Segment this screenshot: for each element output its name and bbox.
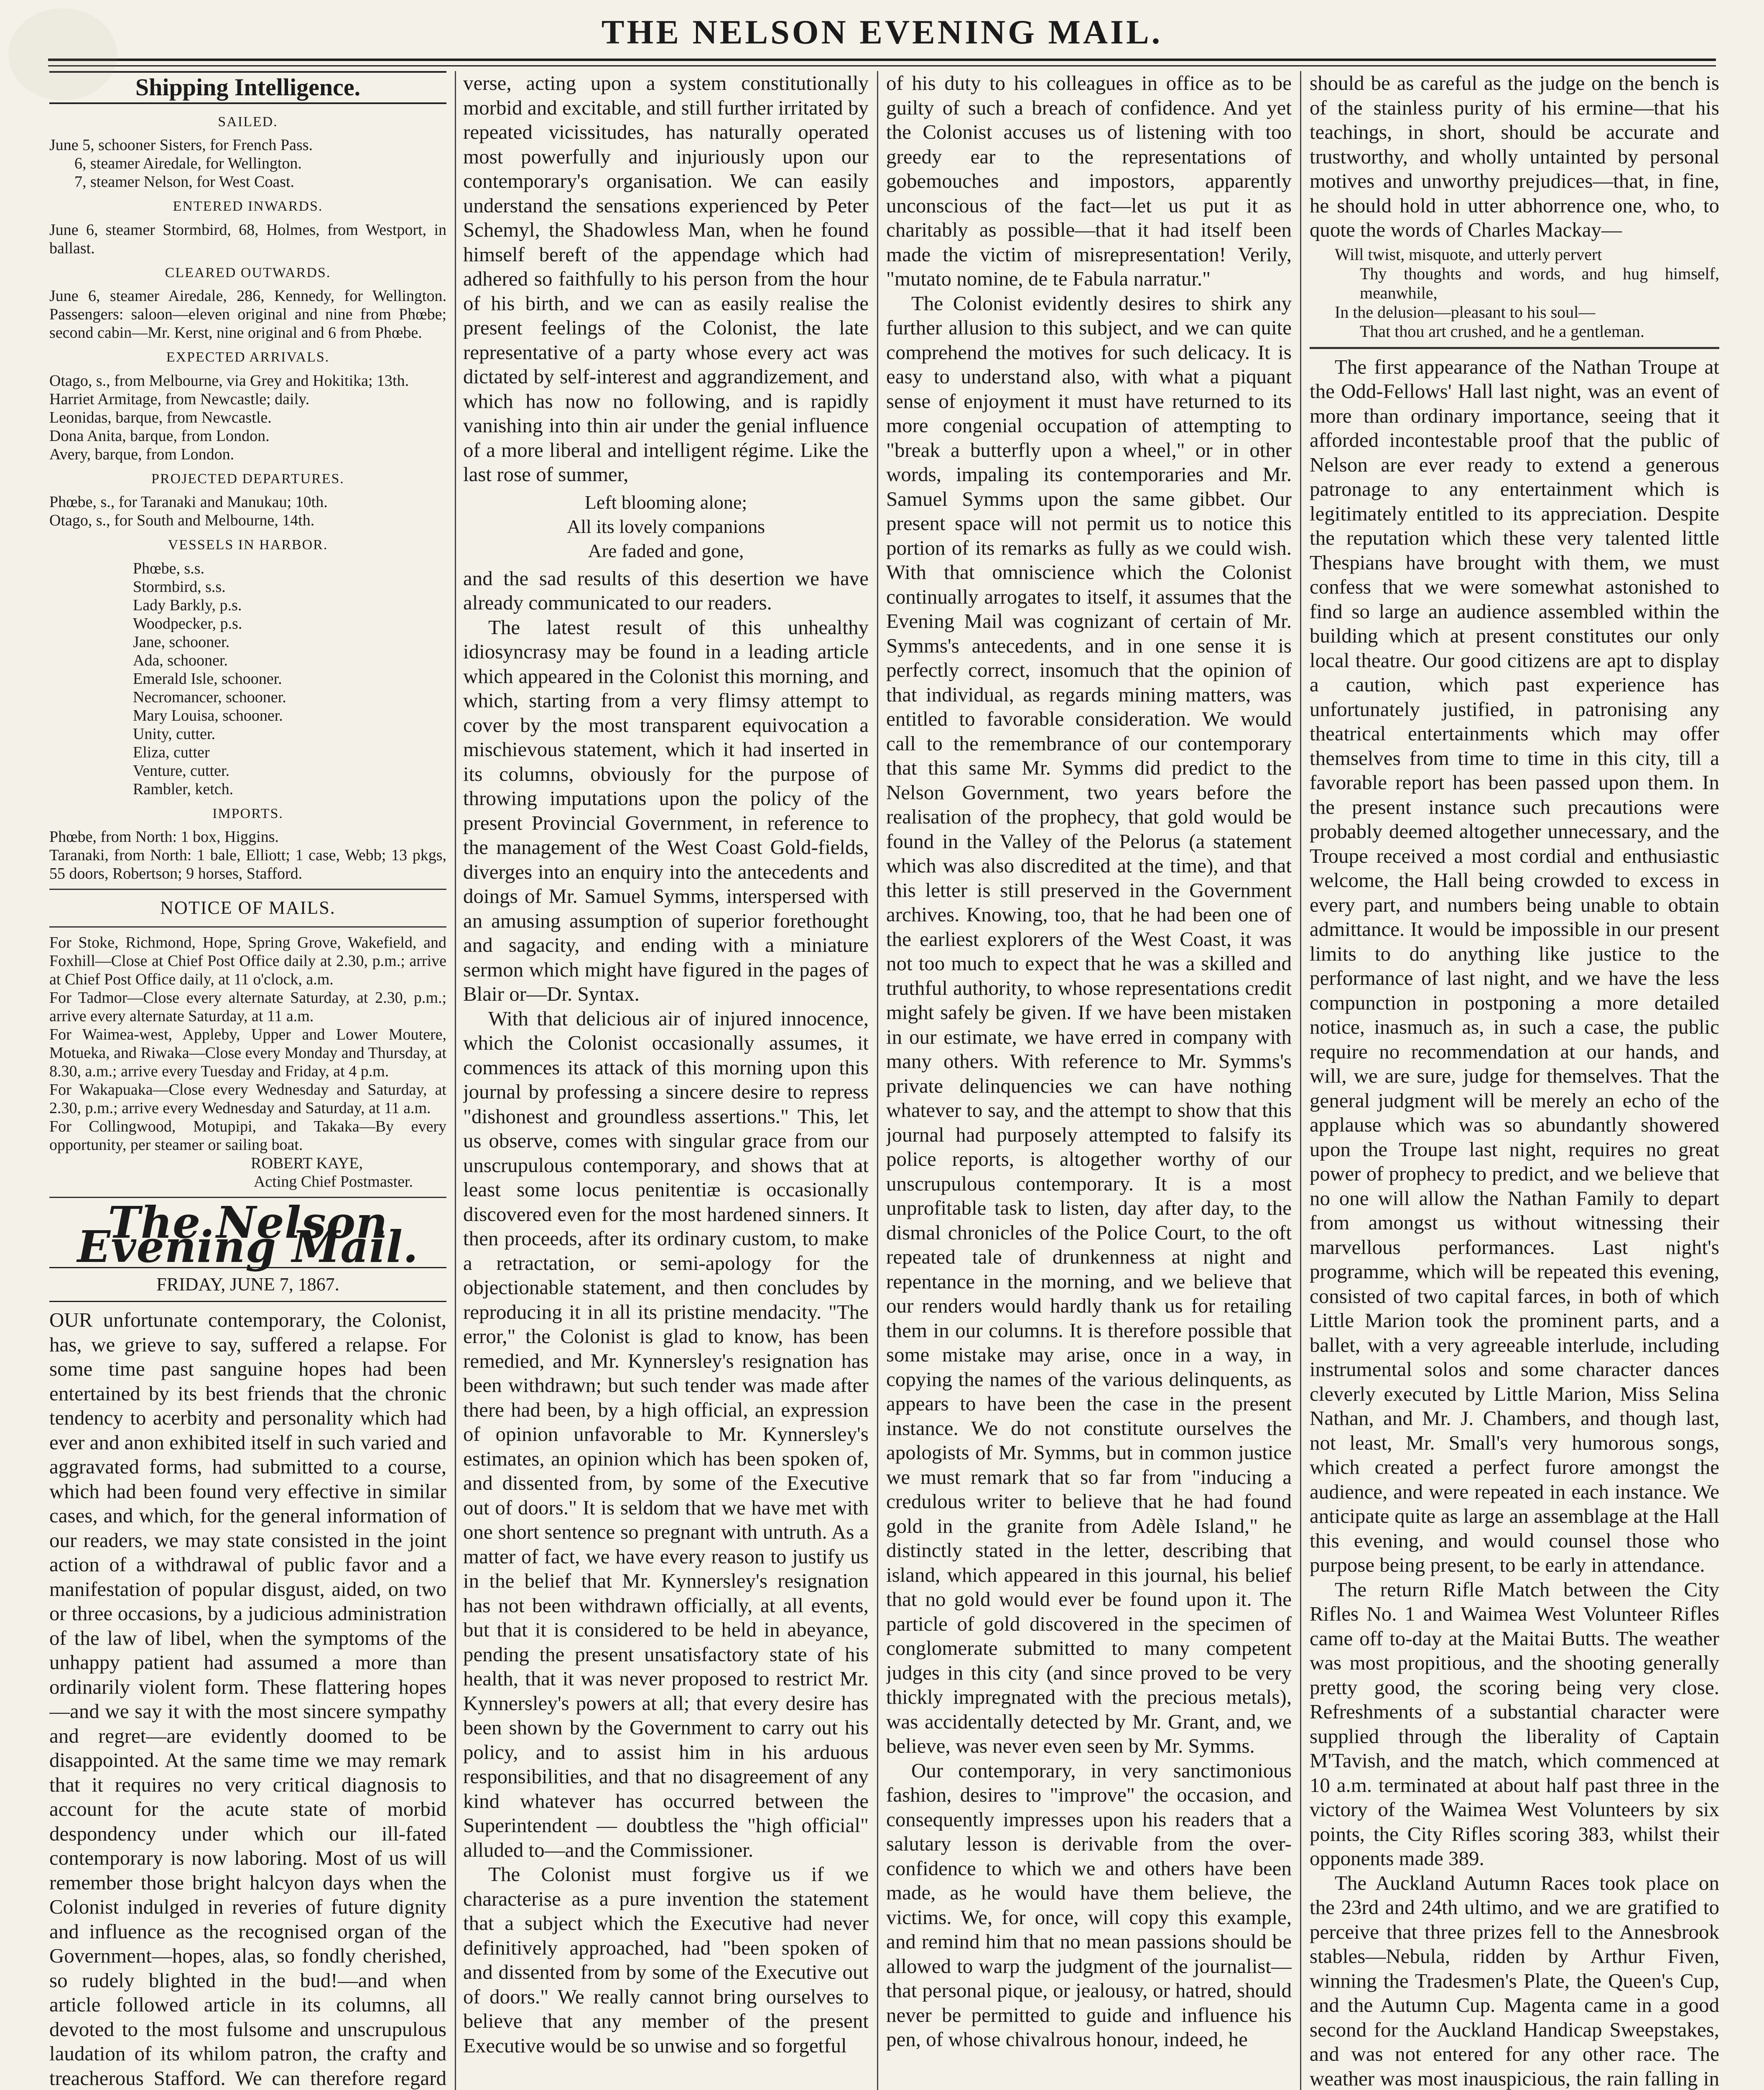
mails-list [49,933,446,1154]
article-paragraph: The first appearance of the Nathan Troupe at the Odd-Fellows' Hall last night, was an event of more than ordinary importance, seeing that it afforded incontestable proof that the public of Nelson are ever ready to extend a generous patronage to any entertainment which is legitimately entitled to its appreciation. Despite the reputation which these very talented little Thespians have brought with them, we must confess that we were somewhat astonished to find so large an audience assembled within the building which at present constitutes our only local theatre. Our good citizens are apt to display a caution, which past experience has unfortunately justified, in patronising any theatrical entertainments which may offer themselves from time to time in this city, till a favorable report has been passed upon them. In the present instance such precautions were probably deemed altogether unnecessary, and the Troupe received a most cordial and enthusiastic welcome, the Hall being crowded to excess in every part, and numbers being unable to obtain admittance. It would be impossible in our present limits to do anything like justice to the performance of last night, and we have the less compunction in postponing a more detailed notice, inasmuch as, in such a case, the public require no recommendation at our hands, and will, we are sure, judge for themselves. That the general judgment will be merely an echo of the applause which was so abundantly showered upon the Troupe last night, requires no great power of prophecy to predict, and we believe that no one will allow the Nathan Family to depart from amongst us without witnessing their marvellous performances. Last night's programme, which will be repeated this evening, consisted of two capital farces, in both of which Little Marion took the prominent parts, and a ballet, with a very agreeable interlude, including instrumental solos and some character dances cleverly executed by Little Marion, Miss Selina Nathan, and Mr. J. Chambers, and though last, not least, Mr. Small's very humorous songs, which created a perfect furore amongst the audience, and were repeated in each instance. We anticipate quite as large an assemblage at the Hall this evening, and would counsel those who purpose being present, to be early in attendance. [1310,355,1719,1576]
sailed-list [49,136,446,191]
paper-title: The Nelson Evening Mail. [77,1196,419,1272]
dateline: FRIDAY, JUNE 7, 1867. [49,1267,446,1302]
vessel-item: Emerald Isle, schooner. [133,670,282,688]
vessel-item: Necromancer, schooner. [133,688,286,706]
notice-heading: NOTICE OF MAILS. [160,897,336,918]
article-paragraph: and the sad results of this desertion we have already communicated to our readers. [463,566,869,614]
mail-item: For Stoke, Richmond, Hope, Spring Grove, Wakefield, and Foxhill—Close at Chief Post Office daily at 2.30, p.m.; arrive at Chief Post Office daily, at 11 o'clock, a.m. [49,933,446,988]
entered-item: June 6, steamer Stormbird, 68, Holmes, from Westport, in ballast. [49,221,446,257]
postmaster-name: ROBERT KAYE, [251,1154,363,1172]
article-paragraph: The Colonist evidently desires to shirk any further allusion to this subject, and we can quite comprehend the motives for such delicacy. It is easy to understand also, with what a piquant sense of enjoyment it must have returned to its more congenial occupation of attempting to "break a butterfly upon a wheel," or in other words, impaling its contemporaries and Mr. Samuel Symms upon the same gibbet. Our present space will not permit us to notice this portion of its remarks as fully as we could wish. With that omniscience which the Colonist continually arrogates to itself, it assumes that the Evening Mail was cognizant of certain of Mr. Symms's antecedents, and in one sense it is perfectly correct, insomuch that the opinion of that individual, as regards mining matters, was entitled to favorable consideration. We would call to the remembrance of our contemporary that this same Mr. Symms did predict to the Nelson Government, two years before the realisation of the prophecy, that gold would be found in the Valley of the Pelorus (a statement which was also discredited at the time), and that this letter is still preserved in the Government archives. Knowing, too, that he had been one of the earliest explorers of the West Coast, it was not too much to expect that he was a skilled and truthful authority, to whose representations credit might safely be given. If we have been mistaken in our estimate, we have erred in company with many others. With reference to Mr. Symms's private delinquencies we can have nothing whatever to say, and the attempt to show that this journal had purposely attempted to falsify its police reports, is altogether worthy of our unscrupulous contemporary. It is a most unprofitable task to listen, day after day, to the dismal chronicles of the Police Court, to the oft repeated tale of drunkenness at night and repentance in the morning, and we believe that our renders would hardly thank us for retailing them in our columns. It is therefore possible that some mistake may arise, once in a way, in copying the names of the various delinquents, as appears to have been the case in the present instance. We do not constitute ourselves the apologists of Mr. Symms, but in common justice we must remark that so far from "inducing a credulous writer to believe that he had found gold in the granite from Adèle Island," he distinctly stated in the letter, describing that island, which appeared in this journal, his belief that no gold would ever be found upon it. The particle of gold discovered in the specimen of conglomerate submitted to many competent judges in this city (and since proved to be very thickly impregnated with the precious metals), was accidentally detected by Mr. Grant, and, we believe, was never even seen by Mr. Symms. [886,291,1292,1757]
masthead: THE NELSON EVENING MAIL. [601,13,1163,51]
vessels-heading: VESSELS IN HARBOR. [168,537,328,553]
sailed-item: 6, steamer Airedale, for Wellington. [74,155,302,172]
expected-item: Dona Anita, barque, from London. [49,427,270,445]
poem-line: Left blooming alone; [584,491,747,513]
imports-item: Phœbe, from North: 1 box, Higgins. [49,828,279,846]
editorial-text: OUR unfortunate contemporary, the Colonist, has, we grieve to say, suffered a relapse. For some time past sanguine hopes had been entertained by its best friends that the chronic tendency to acerbity and personality which had ever and anon exhibited itself in such varied and aggravated forms, had submitted to a course, which had been found very effective in similar cases, and which, for the general information of our readers, we may state consisted in the joint action of a withdrawal of public favor and a manifestation of popular disgust, aided, on two or three occasions, by a judicious administration of the law of libel, when the symptoms of the unhappy patient had assumed a more than ordinarily violent form. These flattering hopes—and we say it with the most sincere sympathy and regret—are evidently doomed to be disappointed. At the same time we may remark that it requires no very critical diagnosis to account for the acute state of morbid despondency under which our ill-fated contemporary is now laboring. Most of us will remember those bright halcyon days when the Colonist indulged in reveries of future dignity and influence as the recognised organ of the Government—hopes, alas, so fondly cherished, so rudely blighted in the bud!—and when article followed article in its columns, all devoted to the most fulsome and unscrupulous laudation of its whilom patron, the crafty and treacherous Stafford. We can therefore regard [49,1308,446,2090]
column-divider [455,71,456,2090]
column-2 [463,71,869,2090]
vessel-item: Ada, schooner. [133,651,228,669]
poem-line: Are faded and gone, [588,540,744,561]
verse-quote [1335,245,1719,341]
expected-item: Avery, barque, from London. [49,445,235,463]
verse-line: In the delusion—pleasant to his soul— [1335,302,1596,321]
vessel-item: Eliza, cutter [133,743,210,761]
section-rule [49,926,446,928]
column-divider [877,71,878,2090]
vessel-item: Stormbird, s.s. [133,578,226,596]
vessel-item: Rambler, ketch. [133,780,234,798]
mail-item: For Tadmor—Close every alternate Saturday, at 2.30, p.m.; arrive every alternate Saturday, at 11 a.m. [49,989,446,1025]
vessel-item: Phœbe, s.s. [133,559,205,577]
article-paragraph: verse, acting upon a system constitutionally morbid and excitable, and still further irritated by repeated vicissitudes, has naturally operated most powerfully and injuriously upon our contemporary's organisation. We can easily understand the sensations experienced by Peter Schemyl, the Shadowless Man, when he found himself bereft of the appendage which had adhered so faithfully to his person from the hour of his birth, and we can as easily realise the present feelings of the Colonist, the late representative of a party whose every act was dictated by self-interest and aggrandizement, and which has now no following, and is rapidly vanishing into thin air under the genial influence of a more liberal and intelligent régime. Like the last rose of summer, [463,71,869,486]
expected-heading: EXPECTED ARRIVALS. [166,349,330,365]
article-paragraph: The return Rifle Match between the City Rifles No. 1 and Waimea West Volunteer Rifles came off to-day at the Maitai Butts. The weather was most propitious, and the shooting generally pretty good, the scoring being very close. Refreshments of a substantial character were supplied through the liberality of Captain M'Tavish, and the match, which commenced at 10 a.m. terminated at about half past three in the victory of the Waimea West Volunteers by six points, the City Rifles scoring 383, whilst their opponents made 389. [1310,1578,1719,1870]
imports-heading: IMPORTS. [212,805,283,821]
projected-heading: PROJECTED DEPARTURES. [151,471,344,487]
vessel-item: Mary Louisa, schooner. [133,706,283,724]
column-4 [1310,71,1719,2090]
article-paragraph: The Colonist must forgive us if we characterise as a pure invention the statement that a subject which the Executive had never definitively approached, had "been spoken of and dissented from by some of the Executive out of doors." We really cannot bring ourselves to believe that any member of the present Executive would be so unwise and so forgetful [463,1863,869,2057]
article-paragraph: With that delicious air of injured innocence, which the Colonist occasionally assumes, it commences its attack of this morning upon this journal by professing a sincere desire to repress "dishonest and groundless assertions." This, let us observe, comes with singular grace from our unscrupulous contemporary, and shows that at least some locus penitentiæ is occasionally discovered even for the most hardened sinners. It then proceeds, after its ordinary custom, to make a retractation, or semi-apology for the objectionable statement, and then concludes by reproducing it in all its pristine mendacity. "The error," the Colonist is glad to know, has been remedied, and Mr. Kynnersley's resignation has been withdrawn; but such tender was made after there had been, by a high official, an expression of opinion unfavorable to Mr. Kynnersley's estimates, an opinion which has been spoken of, and dissented from, by some of the Executive out of doors." It is seldom that we have met with one short sentence so pregnant with untruth. As a matter of fact, we have every reason to justify us in the belief that Mr. Kynnersley's resignation has not been withdrawn officially, at all events, but that it is considered to be held in abeyance, pending the present unsatisfactory state of his health, that it was never proposed to restrict Mr. Kynnersley's powers at all; that every desire has been shown by the Government to carry out his policy, and to assist him in his arduous responsibilities, and that no disagreement of any kind whatever has occurred between the Superintendent — doubtless the "high official" alluded to—and the Commissioner. [463,1007,869,1861]
article-paragraph: of his duty to his colleagues in office as to be guilty of such a breach of confidence. And yet the Colonist accuses us of listening with too greedy ear to the representations of gobemouches and impostors, apparently unconscious of the fact—let us put it as charitably as possible—that it had itself been made the victim of misrepresentation! Verily, "mutato nomine, de te Fabula narratur." [886,71,1292,290]
column-3 [886,71,1292,2090]
projected-list [49,493,446,530]
projected-item: Phœbe, s., for Taranaki and Manukau; 10th. [49,493,328,511]
expected-item: Otago, s., from Melbourne, via Grey and Hokitika; 13th. [49,372,409,390]
projected-item: Otago, s., for South and Melbourne, 14th. [49,512,315,529]
vessel-item: Woodpecker, p.s. [133,614,242,632]
column-1 [49,71,446,2090]
column-divider [1300,71,1301,2090]
mail-item: For Wakapuaka—Close every Wednesday and Saturday, at 2.30, p.m.; arrive every Wednesday and Saturday, at 11 a.m. [49,1081,446,1117]
mail-item: For Collingwood, Motupipi, and Takaka—By every opportunity, per steamer or sailing boat. [49,1117,446,1154]
article-paragraph: The latest result of this unhealthy idiosyncrasy may be found in a leading article which appeared in the Colonist this morning, and which, starting from a very flimsy attempt to cover by the most transparent equivocation a mischievous statement, which it had inserted in its columns, obviously for the purpose of throwing imputations upon the policy of the present Provincial Government, in reference to the management of the West Coast Gold-fields, diverges into an enquiry into the antecedents and doings of Mr. Samuel Symms, interspersed with an amusing assumption of superior forethought and sagacity, and ending with a miniature sermon which might have figured in the pages of Blair or—Dr. Syntax. [463,615,869,1005]
vessel-item: Venture, cutter. [133,762,230,780]
verse-line: That thou art crushed, and he a gentleman. [1360,321,1644,341]
article-paragraph: Our contemporary, in very sanctimonious fashion, desires to "improve" the occasion, and consequently impresses upon his readers that a salutary lesson is derivable from the over-confidence to which we and others have been made, as he would have them believe, the victims. We, for once, will copy this example, and remind him that no mean passions should be allowed to warp the judgment of the journalist—that personal pique, or jealousy, or hatred, should never be permitted to guide and influence his pen, of whose chivalrous honour, indeed, he [886,1759,1292,2051]
vessel-item: Lady Barkly, p.s. [133,596,242,614]
sailed-heading: SAILED. [218,114,278,130]
vessel-item: Jane, schooner. [133,633,230,651]
imports-list [49,828,446,883]
imports-item: Taranaki, from North: 1 bale, Elliott; 1 case, Webb; 13 pkgs, 55 doors, Robertson; 9 horses, Stafford. [49,846,446,882]
article-paragraph: should be as careful as the judge on the bench is of the stainless purity of his ermine—that his teachings, in short, should be accurate and trustworthy, and wholly untainted by personal motives and unworthy prejudices—that, in fine, he should hold in utter abhorrence one, who, to quote the words of Charles Mackay— [1310,71,1719,241]
shipping-title: Shipping Intelligence. [49,71,446,104]
expected-item: Harriet Armitage, from Newcastle; daily. [49,390,310,408]
cleared-heading: CLEARED OUTWARDS. [165,265,331,280]
sailed-item: June 5, schooner Sisters, for French Pass. [49,136,313,154]
vessel-item: Unity, cutter. [133,725,215,743]
poem-line: All its lovely companions [566,515,765,537]
poem-quote [463,490,869,563]
article-paragraph: The Auckland Autumn Races took place on the 23rd and 24th ultimo, and we are gratified to perceive that three prizes fell to the Annesbrook stables—Nebula, ridden by Arthur Fiven, winning the Tradesmen's Plate, the Queen's Cup, and the Autumn Cup. Magenta came in a good second for the Auckland Handicap Sweepstakes, and was not entered for any other race. The weather was most inauspicious, the rain falling in [1310,1871,1719,2090]
verse-line: Thy thoughts and words, and hug himself, meanwhile, [1360,264,1719,302]
postmaster-title: Acting Chief Postmaster. [253,1172,413,1190]
expected-list [49,372,446,464]
mail-item: For Waimea-west, Appleby, Upper and Lower Moutere, Motueka, and Riwaka—Close every Monday and Thursday, at 8.30, a.m.; arrive every Tuesday and Friday, at 4 p.m. [49,1025,446,1080]
masthead-rule [48,59,1716,66]
cleared-item: June 6, steamer Airedale, 286, Kennedy, for Wellington. Passengers: saloon—eleven original and nine from Phœbe; second cabin—Mr. Kerst, nine original and 6 from Phœbe. [49,287,446,342]
sailed-item: 7, steamer Nelson, for West Coast. [74,173,295,191]
section-rule [49,889,446,890]
section-rule [1310,347,1719,349]
vessels-list [49,559,446,798]
expected-item: Leonidas, barque, from Newcastle. [49,408,272,426]
entered-heading: ENTERED INWARDS. [173,199,323,214]
verse-line: Will twist, misquote, and utterly pervert [1335,245,1602,264]
